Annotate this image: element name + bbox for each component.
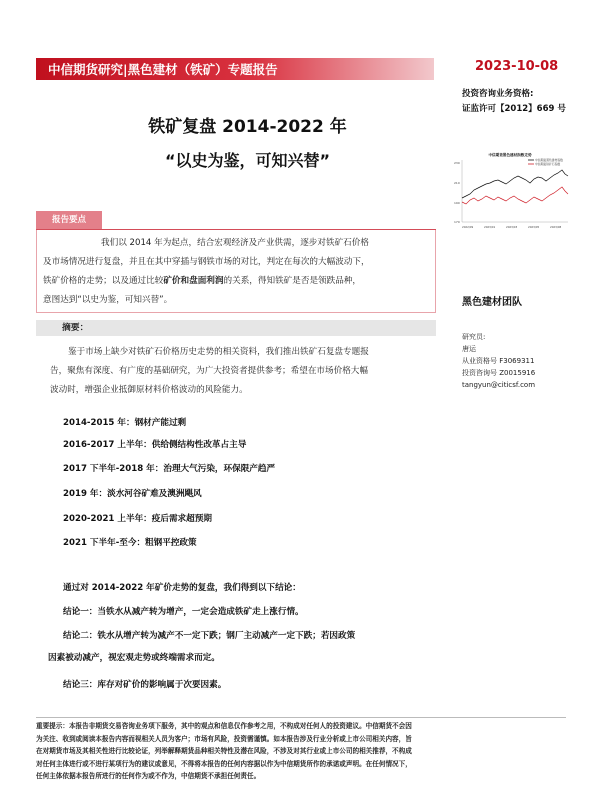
researcher-label: 研究员: <box>462 333 486 341</box>
legend-label-1: 中信期货黑色建材指数 <box>535 158 563 163</box>
period-item: 2017 下半年-2018 年：治理大气污染，环保限产趋严 <box>63 464 276 474</box>
conclusion-three: 结论三：库存对矿价的影响属于次要因素。 <box>63 680 227 690</box>
disclaimer <box>36 720 566 783</box>
summary-line-2: 及市场情况进行复盘，并且在其中穿插与钢铁市场的对比，判定在每次的大幅波动下， <box>43 257 370 267</box>
mini-chart-title: 中信期货黑色建材指数走势 <box>488 153 532 157</box>
disclaimer-line: 对任何主体进行或不进行某项行为的建议或意见，不得将本报告的任何内容据以作为中信期货所作的承诺或声明。在任何情况下， <box>36 759 412 768</box>
series-line-2 <box>462 187 568 204</box>
summary-box <box>36 230 436 313</box>
consulting-number: 投资咨询号 Z0015916 <box>462 369 536 377</box>
legend-label-2: 中信期货铁矿石指数 <box>535 162 561 167</box>
conclusions-intro: 通过对 2014-2022 年矿价走势的复盘，我们得到以下结论： <box>63 583 301 593</box>
x-tick: 2023/03 <box>506 225 518 229</box>
report-title: 铁矿复盘 2014-2022 年 <box>148 117 347 137</box>
team-name: 黑色建材团队 <box>462 297 522 308</box>
researcher-email[interactable]: tangyun@citicsf.com <box>462 381 536 389</box>
license-label: 投资咨询业务资格: <box>462 89 534 99</box>
mini-chart <box>452 150 572 230</box>
abstract-line-1: 鉴于市场上缺少对铁矿石价格历史走势的相关资料，我们推出铁矿石复盘专题报 <box>68 347 369 357</box>
summary-line-3: 铁矿价格的走势；以及通过比较矿价和盘面利润的关系，得知铁矿是否是领跌品种， <box>43 276 362 286</box>
summary-tab: 报告要点 <box>36 211 102 230</box>
report-series-title: 中信期货研究|黑色建材（铁矿）专题报告 <box>48 62 278 77</box>
period-item: 2020-2021 上半年：疫后需求超预期 <box>63 514 212 524</box>
y-tick: 190 <box>454 201 460 205</box>
abstract-heading: 摘要： <box>36 320 436 336</box>
y-tick: 170 <box>454 220 460 224</box>
y-tick: 230 <box>454 161 460 165</box>
disclaimer-line: 任何主体依据本报告所进行的任何作为或不作为，中信期货不承担任何责任。 <box>36 772 261 780</box>
researcher-name: 唐运 <box>462 345 476 353</box>
x-tick: 2023/08 <box>550 225 562 229</box>
y-tick: 210 <box>454 181 460 185</box>
conclusion-one: 结论一：当铁水从减产转为增产，一定会造成铁矿走上涨行情。 <box>63 607 304 617</box>
summary-line-1: 我们以 2014 年为起点，结合宏观经济及产业供需，逐步对铁矿石价格 <box>101 238 369 248</box>
disclaimer-line: 在对期货市场及其相关性进行比较论证，列举解释期货品种相关特性及潜在风险，不涉及对其行业或上市公司的相关推荐，不构成 <box>36 747 412 755</box>
summary-line-4: 意图达到“以史为鉴，可知兴替”。 <box>43 295 173 305</box>
report-subtitle: “以史为鉴，可知兴替” <box>164 151 331 170</box>
license-number: 证监许可【2012】669 号 <box>462 104 566 114</box>
x-tick: 2022/09 <box>462 225 474 229</box>
conclusion-two-cont: 因素被动减产，视宏观走势或终端需求而定。 <box>48 653 220 663</box>
period-item: 2019 年：淡水河谷矿难及澳洲飓风 <box>63 489 202 499</box>
disclaimer-divider <box>36 717 566 718</box>
abstract-body <box>50 343 440 400</box>
disclaimer-line: 重要提示：本报告非期货交易咨询业务项下服务，其中的观点和信息仅作参考之用，不构成对任何人的投资建议。中信期货不会因 <box>36 722 412 730</box>
report-date: 2023-10-08 <box>475 59 559 74</box>
period-item: 2021 下半年-至今：粗钢平控政策 <box>63 538 197 548</box>
conclusion-two: 结论二：铁水从增产转为减产不一定下跌；钢厂主动减产一定下跌；若因政策 <box>63 631 356 641</box>
period-item: 2016-2017 上半年：供给侧结构性改革占主导 <box>63 440 247 450</box>
x-tick: 2023/05 <box>528 225 540 229</box>
abstract-line-3: 波动时，增强企业抵御原材料价格波动的风险能力。 <box>50 385 248 395</box>
qualification-number: 从业资格号 F3069311 <box>462 357 535 365</box>
abstract-line-2: 告，聚焦有深度、有广度的基础研究，为广大投资者提供参考；希望在市场价格大幅 <box>50 366 368 376</box>
period-item: 2014-2015 年：钢材产能过剩 <box>63 418 187 428</box>
x-tick: 2023/01 <box>484 225 496 229</box>
disclaimer-line: 为关注、收到或阅读本报告内容而视相关人员为客户；市场有风险，投资需谨慎。如本报告涉及行业分析或上市公司相关内容，旨 <box>36 734 412 743</box>
